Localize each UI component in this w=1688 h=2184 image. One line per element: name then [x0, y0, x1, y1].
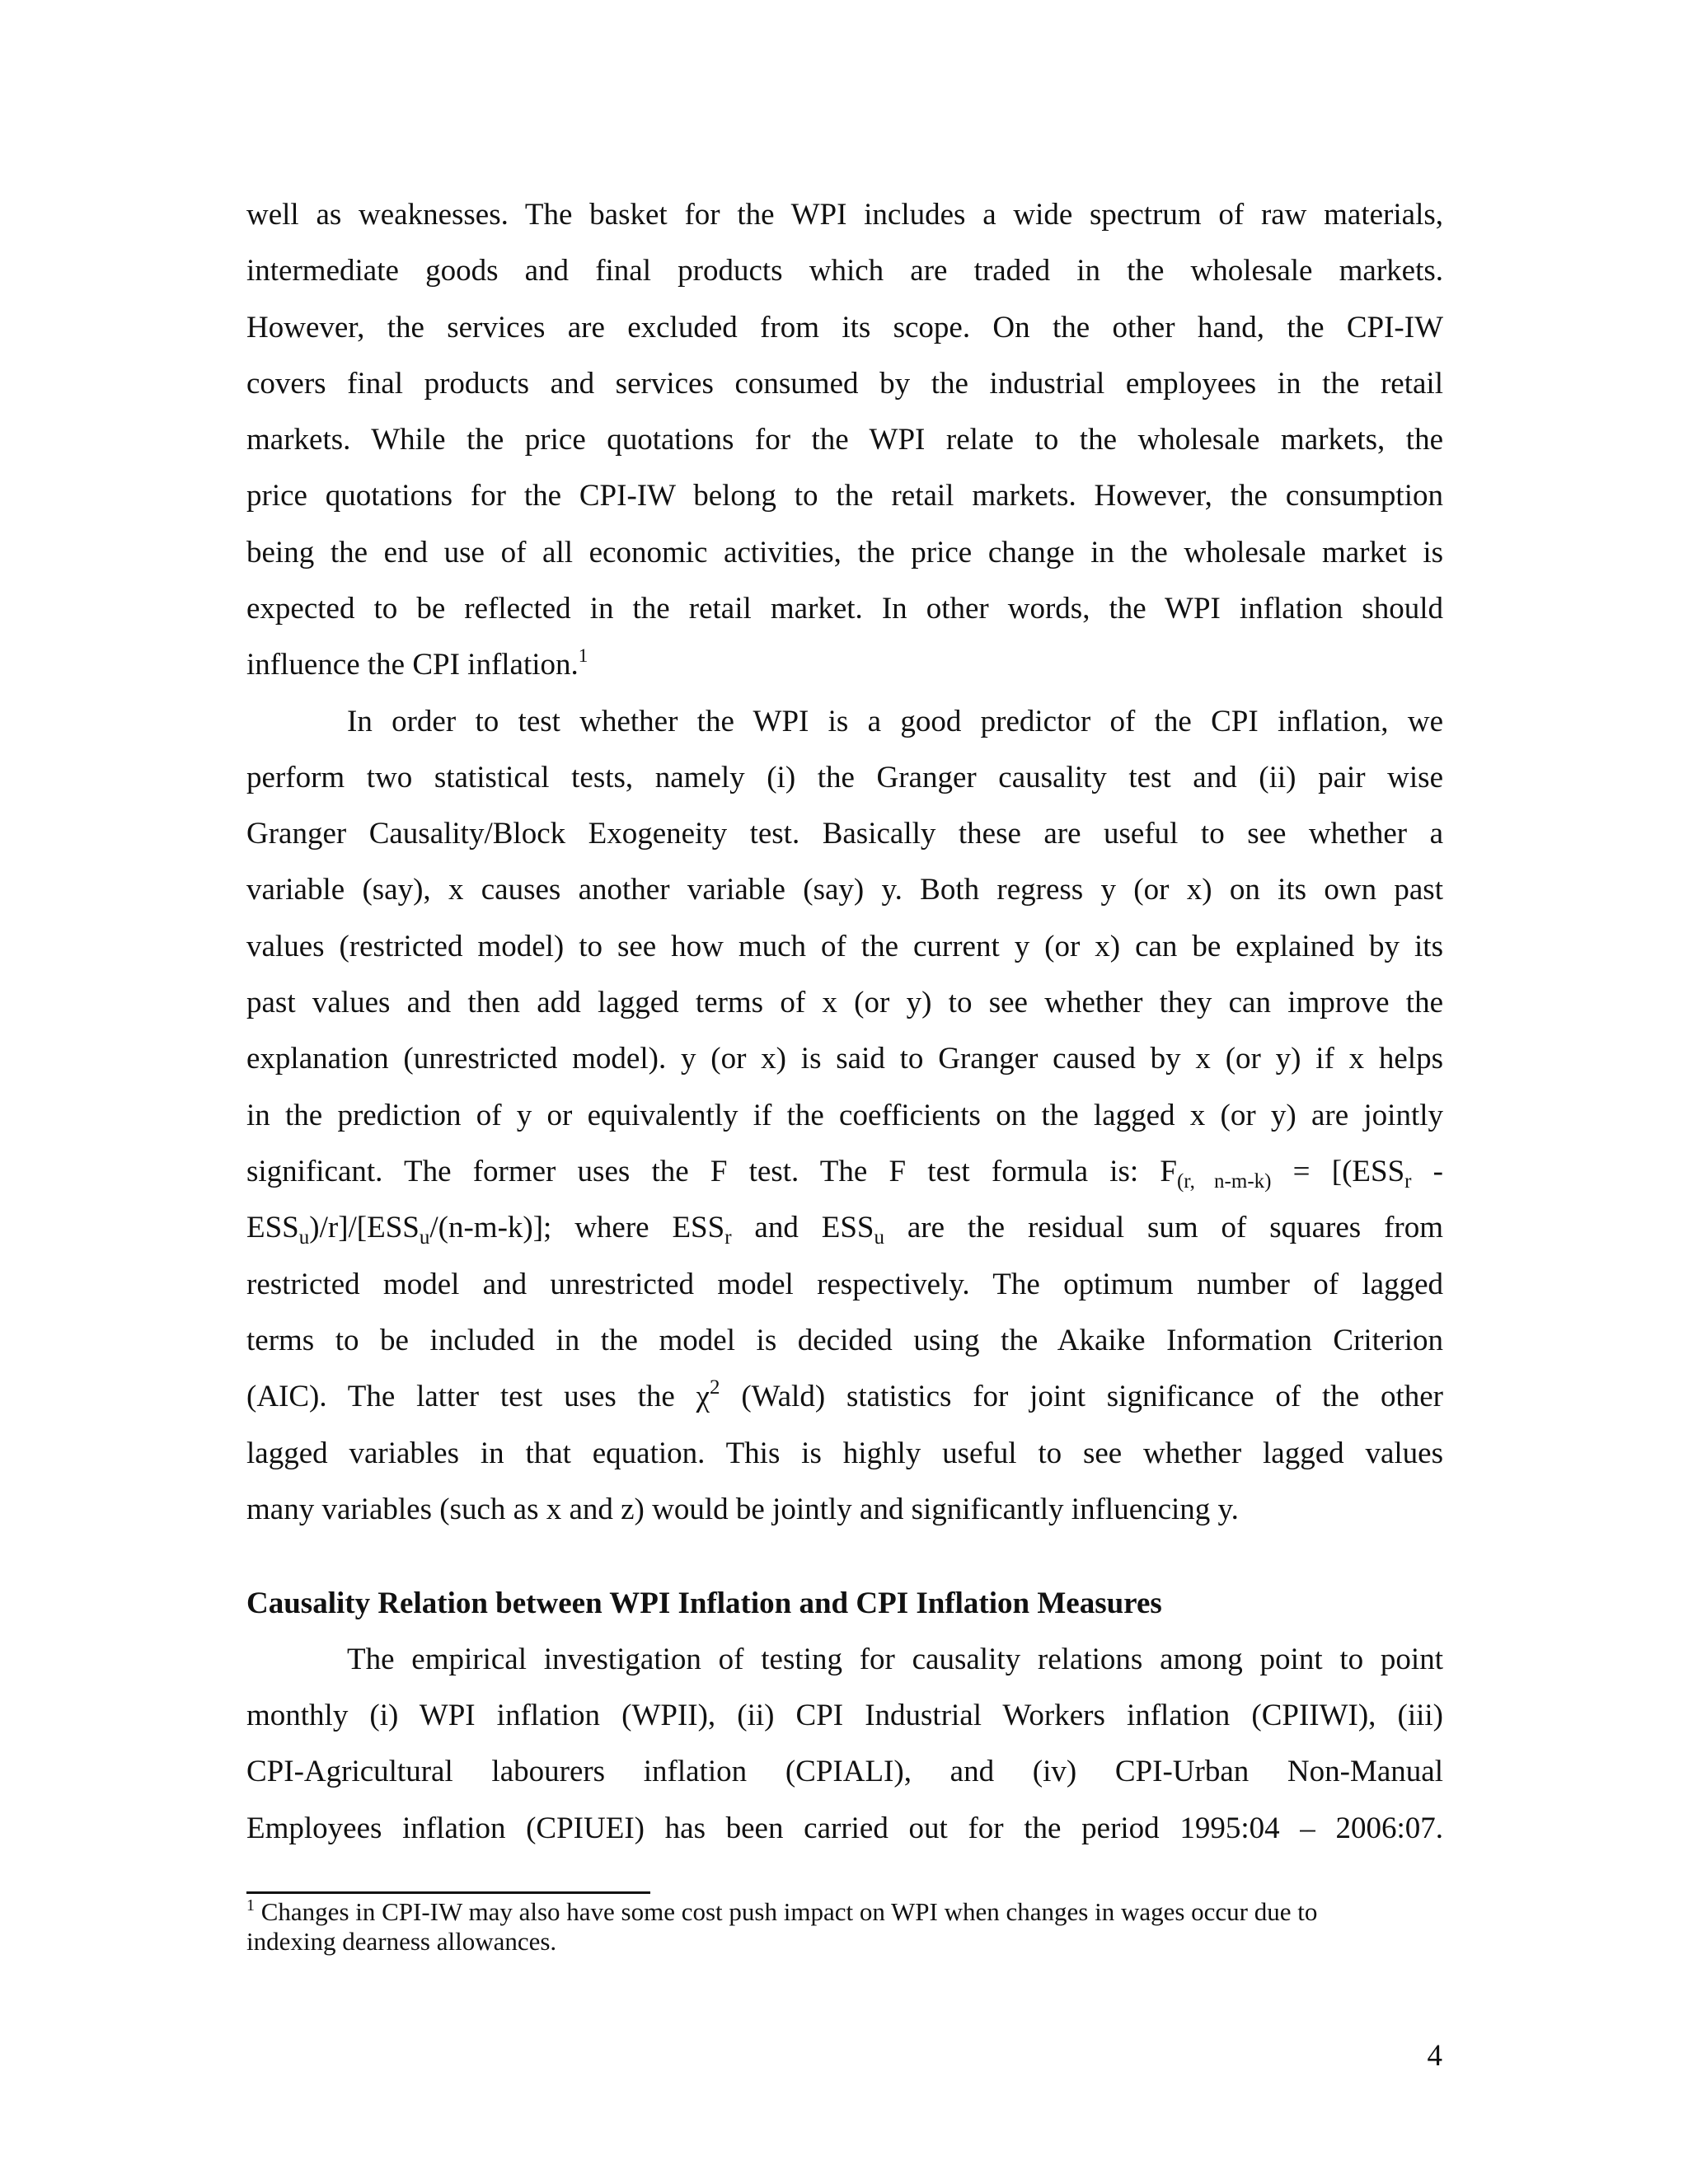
text-line: The empirical investigation of testing for causality relations among point to point: [347, 1643, 1443, 1676]
text-line: CPI-Agricultural labourers inflation (CPIALI), and (iv) CPI-Urban Non-Manual: [246, 1755, 1443, 1788]
text-line: covers final products and services consumed by the industrial employees in the retail: [246, 367, 1443, 401]
text-line: markets. While the price quotations for the WPI relate to the wholesale markets, the: [246, 423, 1443, 457]
text-line: terms to be included in the model is decided using the Akaike Information Criterion: [246, 1324, 1443, 1357]
text-line: (AIC). The latter test uses the $\chi^2$ (Wald) statistics for joint significance of the other: [246, 1376, 1443, 1413]
text-line: intermediate goods and final products which are traded in the wholesale markets.: [246, 254, 1443, 288]
text-line: Granger Causality/Block Exogeneity test. Basically these are useful to see whether a: [246, 817, 1443, 851]
footnote-separator: [246, 1891, 650, 1894]
text-line: explanation (unrestricted model). y (or x) is said to Granger caused by x (or y) if x helps: [246, 1042, 1443, 1076]
text-line: lagged variables in that equation. This is highly useful to see whether lagged values: [246, 1436, 1443, 1470]
text-line: values (restricted model) to see how much of the current y (or x) can be explained by its: [246, 930, 1443, 963]
footnote-reference: 1: [578, 645, 588, 666]
text-line: in the prediction of y or equivalently if the coefficients on the lagged x (or y) are jointly: [246, 1099, 1443, 1132]
text-line: In order to test whether the WPI is a good predictor of the CPI inflation, we: [347, 705, 1443, 738]
footnote: $^1$ Changes in CPI-IW may also have some cost push impact on WPI when changes in wages occur due to: [246, 1896, 1318, 1926]
text-line: perform two statistical tests, namely (i) the Granger causality test and (ii) pair wise: [246, 761, 1443, 794]
text-line: restricted model and unrestricted model respectively. The optimum number of lagged: [246, 1268, 1443, 1301]
text-line: influence the CPI inflation.$^1$: [246, 645, 588, 682]
text-line: price quotations for the CPI-IW belong to the retail markets. However, the consumption: [246, 479, 1443, 513]
text-line: well as weaknesses. The basket for the WPI includes a wide spectrum of raw materials,: [246, 198, 1443, 232]
text-line: variable (say), x causes another variable (say) y. Both regress y (or x) on its own past: [246, 873, 1443, 907]
text-line: past values and then add lagged terms of x (or y) to see whether they can improve the: [246, 986, 1443, 1019]
page-number: 4: [1427, 2039, 1442, 2073]
footnote-line: indexing dearness allowances.: [246, 1927, 557, 1956]
f-test-formula-line: significant. The former uses the F test. The F test formula is: $F_{(r, n-m-k)} = [(ESS_r$ -: [246, 1155, 1444, 1193]
f-test-formula-line: $ESS_u)/r]/[ESS_u/(n-m-k)]$; where $ESS_r$ and $ESS_u$ are the residual sum of squares from: [246, 1211, 1443, 1249]
text-line: However, the services are excluded from its scope. On the other hand, the CPI-IW: [246, 311, 1443, 344]
text-line: expected to be reflected in the retail market. In other words, the WPI inflation should: [246, 592, 1443, 626]
text-line: many variables (such as x and z) would be jointly and significantly influencing y.: [246, 1493, 1239, 1526]
text-line: being the end use of all economic activities, the price change in the wholesale market is: [246, 536, 1443, 569]
text-line: monthly (i) WPI inflation (WPII), (ii) CPI Industrial Workers inflation (CPIIWI), (iii): [246, 1699, 1443, 1732]
text-line: Employees inflation (CPIUEI) has been carried out for the period 1995:04 – 2006:07.: [246, 1811, 1443, 1845]
footnote-marker: 1: [246, 1896, 255, 1915]
section-heading: Causality Relation between WPI Inflation and CPI Inflation Measures: [246, 1586, 1162, 1620]
